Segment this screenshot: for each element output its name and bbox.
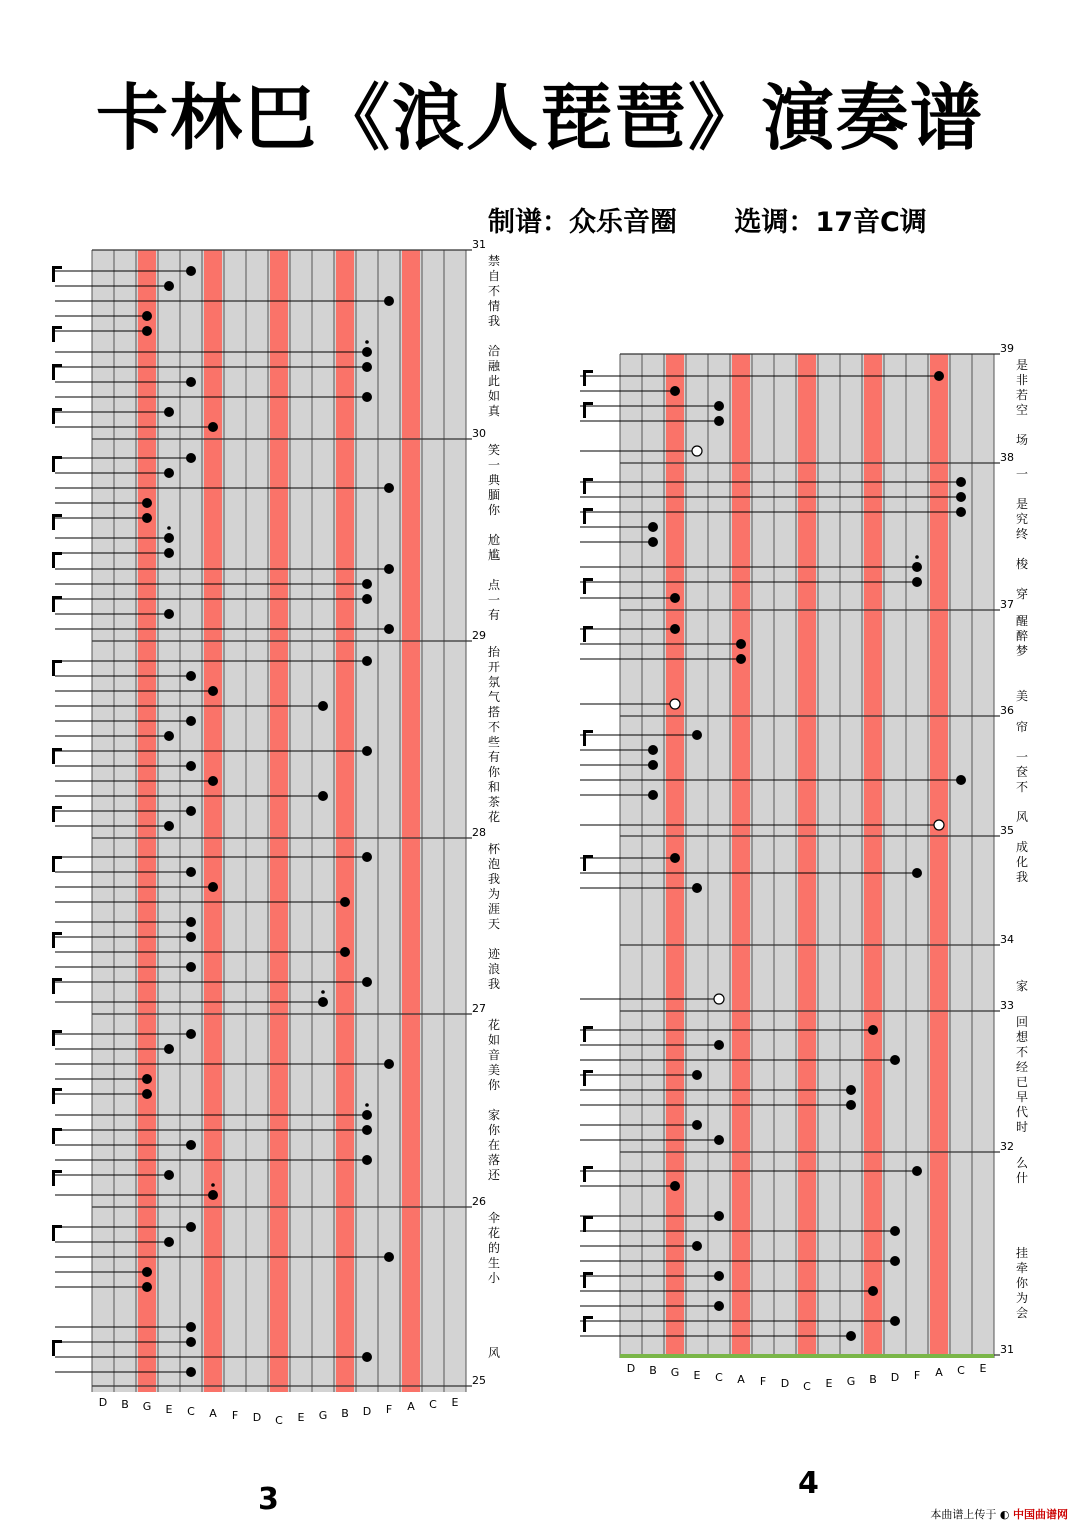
key-label: C: [715, 1370, 723, 1384]
lyric-char: 尴: [487, 548, 500, 562]
right-rhythm-flag: [583, 478, 593, 481]
measure-number: 35: [1000, 824, 1014, 837]
right-note: [956, 492, 966, 502]
lyric-char: 你: [487, 1123, 500, 1137]
lyric-char: 穿: [1015, 587, 1028, 601]
lyric-char: 如: [487, 389, 500, 403]
lyric-char: 醉: [1015, 629, 1028, 643]
page-number-right: 4: [798, 1466, 819, 1501]
lyric-char: 有: [487, 750, 500, 764]
lyric-char: 奁: [1015, 765, 1028, 779]
lyric-char: 情: [487, 299, 500, 313]
lyric-char: 杯: [487, 842, 500, 856]
measure-number: 30: [472, 427, 486, 440]
right-rhythm-flag: [583, 370, 593, 373]
lyric-char: 美: [487, 1063, 500, 1077]
lyric-char: 风: [1015, 810, 1028, 824]
lyric-char: 不: [1015, 780, 1028, 794]
lyric-char: 终: [1015, 527, 1028, 541]
lyric-char: 尬: [487, 533, 500, 547]
right-note: [956, 507, 966, 517]
key-label: F: [385, 1402, 393, 1416]
key-label: D: [780, 1377, 790, 1391]
key-label: C: [275, 1413, 283, 1427]
lyric-char: 在: [487, 1138, 500, 1152]
lyric-char: 如: [487, 1033, 500, 1047]
lyric-char: 梭: [1015, 557, 1028, 571]
right-rhythm-flag: [583, 626, 593, 629]
lyric-char: 真: [487, 404, 500, 418]
right-red-column: [930, 354, 948, 1358]
right-note: [956, 477, 966, 487]
right-note-open: [670, 699, 680, 709]
right-note: [868, 1025, 878, 1035]
lyric-char: 不: [1015, 1045, 1028, 1059]
lyric-char: 小: [487, 1271, 500, 1285]
key-label: G: [670, 1366, 680, 1380]
site-logo-icon: ◐: [999, 1508, 1010, 1521]
lyric-char: 还: [487, 1168, 500, 1182]
lyric-char: 些: [487, 735, 500, 749]
right-rhythm-flag: [583, 578, 593, 581]
lyric-char: 天: [487, 917, 500, 931]
lyric-char: 一: [1015, 750, 1028, 764]
right-note: [846, 1100, 856, 1110]
lyric-char: 腼: [487, 488, 500, 502]
right-rhythm-flag: [583, 1026, 593, 1029]
key-label: C: [803, 1379, 811, 1393]
right-note: [890, 1055, 900, 1065]
key-label: E: [825, 1377, 833, 1391]
footer-prefix: 本曲谱上传于: [930, 1508, 997, 1521]
right-rhythm-flag: [583, 1070, 593, 1073]
right-note: [890, 1256, 900, 1266]
lyric-char: 你: [487, 765, 500, 779]
lyric-char: 挂: [1015, 1246, 1028, 1260]
lyric-char: 不: [487, 284, 500, 298]
lyric-char: 帘: [1015, 720, 1028, 734]
lyric-char: 牵: [1015, 1261, 1028, 1275]
key-label: G: [318, 1409, 328, 1423]
lyric-char: 氛: [487, 675, 500, 689]
right-note: [670, 853, 680, 863]
page-number-left: 3: [258, 1482, 279, 1517]
key-label: D: [890, 1370, 900, 1384]
lyric-char: 和: [487, 780, 500, 794]
lyric-char: 迹: [487, 947, 500, 961]
lyric-char: 代: [1015, 1105, 1028, 1119]
lyric-char: 场: [1015, 433, 1028, 447]
lyric-char: 一: [487, 593, 500, 607]
lyric-char: 是: [1015, 358, 1028, 372]
right-note: [692, 1241, 702, 1251]
measure-number: 39: [1000, 342, 1014, 355]
right-red-column: [798, 354, 816, 1358]
lyric-char: 此: [487, 374, 500, 388]
right-rhythm-flag: [583, 508, 593, 511]
lyric-char: 生: [487, 1256, 500, 1270]
lyric-char: 泡: [487, 857, 500, 871]
right-note: [890, 1226, 900, 1236]
key-label: D: [98, 1396, 108, 1409]
right-red-column: [732, 354, 750, 1358]
measure-number: 31: [1000, 1343, 1014, 1356]
lyric-char: 回: [1015, 1015, 1028, 1029]
right-rhythm-flag: [583, 1166, 593, 1169]
key-label: F: [759, 1375, 767, 1389]
right-note-dot: [915, 555, 919, 559]
right-note: [692, 1070, 702, 1080]
arranger-label: 制谱：众乐音圈: [488, 207, 677, 238]
lyric-char: 抬: [487, 645, 500, 659]
key-label: E: [297, 1411, 305, 1425]
key-label: B: [121, 1398, 129, 1412]
measure-number: 32: [1000, 1140, 1014, 1153]
lyric-char: 为: [487, 887, 500, 901]
right-note: [912, 1166, 922, 1176]
right-note: [890, 1316, 900, 1326]
lyric-char: 花: [487, 1018, 500, 1032]
lyric-char: 经: [1015, 1060, 1028, 1074]
right-note: [912, 562, 922, 572]
right-note-open: [714, 994, 724, 1004]
right-note: [670, 593, 680, 603]
measure-number: 31: [472, 238, 486, 251]
lyric-char: 茶: [487, 795, 500, 809]
lyric-char: 涯: [487, 902, 500, 916]
lyric-char: 花: [487, 810, 500, 824]
lyric-char: 禁: [487, 254, 500, 268]
key-label: C: [187, 1404, 195, 1418]
lyric-char: 你: [1015, 1276, 1028, 1290]
key-label: B: [869, 1373, 877, 1386]
lyric-char: 究: [1015, 512, 1028, 526]
right-note: [648, 522, 658, 532]
key-label: F: [231, 1409, 239, 1423]
lyric-char: 美: [1015, 689, 1028, 703]
key-label: A: [407, 1400, 415, 1414]
key-label: D: [626, 1362, 636, 1375]
measure-number: 25: [472, 1374, 486, 1387]
right-note: [846, 1331, 856, 1341]
measure-number: 26: [472, 1195, 486, 1208]
key-label: E: [451, 1396, 459, 1409]
right-note: [648, 790, 658, 800]
lyric-char: 一: [487, 458, 500, 472]
key-label: G: [846, 1375, 856, 1389]
right-rhythm-flag: [583, 1216, 593, 1219]
right-note: [692, 883, 702, 893]
right-red-column: [864, 354, 882, 1358]
lyric-char: 你: [487, 503, 500, 517]
right-note: [956, 775, 966, 785]
key-label: D: [362, 1404, 372, 1418]
lyric-char: 洽: [487, 344, 500, 358]
right-note: [714, 1301, 724, 1311]
right-note: [714, 1040, 724, 1050]
lyric-char: 家: [1015, 979, 1028, 993]
lyric-char: 若: [1015, 388, 1028, 402]
lyric-char: 落: [487, 1153, 500, 1167]
right-note: [934, 371, 944, 381]
lyric-char: 我: [487, 872, 500, 886]
right-note: [648, 760, 658, 770]
lyric-char: 家: [487, 1108, 500, 1122]
key-label: B: [649, 1364, 657, 1378]
key-label: C: [429, 1398, 437, 1412]
lyric-char: 已: [1015, 1075, 1028, 1089]
lyric-char: 伞: [487, 1211, 500, 1225]
page-title: 卡林巴《浪人琵琶》演奏谱: [95, 76, 984, 160]
right-note: [670, 1181, 680, 1191]
lyric-char: 花: [487, 1226, 500, 1240]
measure-number: 37: [1000, 598, 1014, 611]
right-note: [912, 868, 922, 878]
lyric-char: 想: [1015, 1030, 1028, 1044]
right-note: [714, 1135, 724, 1145]
lyric-char: 点: [487, 578, 500, 592]
right-note: [670, 386, 680, 396]
right-note: [714, 416, 724, 426]
lyric-char: 笑: [487, 443, 500, 457]
lyric-char: 时: [1015, 1120, 1028, 1134]
footer-site: 中国曲谱网: [1013, 1508, 1068, 1521]
right-note: [846, 1085, 856, 1095]
lyric-char: 的: [487, 1241, 500, 1255]
lyric-char: 我: [487, 977, 500, 991]
lyric-char: 有: [487, 608, 500, 622]
lyric-char: 不: [487, 720, 500, 734]
lyric-char: 开: [487, 660, 500, 674]
right-note-open: [934, 820, 944, 830]
lyric-char: 是: [1015, 497, 1028, 511]
lyric-char: 音: [487, 1048, 500, 1062]
right-rhythm-flag: [583, 1316, 593, 1319]
key-label: D: [252, 1411, 262, 1425]
lyric-char: 搭: [487, 705, 500, 719]
right-note: [912, 577, 922, 587]
key-label: A: [935, 1366, 943, 1380]
lyric-char: 自: [487, 269, 500, 283]
measure-number: 36: [1000, 704, 1014, 717]
right-note: [648, 745, 658, 755]
key-label: E: [979, 1362, 987, 1375]
lyric-char: 你: [487, 1078, 500, 1092]
right-rhythm-flag: [583, 855, 593, 858]
right-note: [670, 624, 680, 634]
lyric-char: 空: [1015, 403, 1028, 417]
measure-number: 28: [472, 826, 486, 839]
lyric-char: 么: [1015, 1156, 1028, 1170]
measure-number: 34: [1000, 933, 1014, 946]
lyric-char: 成: [1015, 840, 1028, 854]
lyric-char: 典: [487, 473, 500, 487]
lyric-char: 早: [1015, 1090, 1028, 1104]
lyric-char: 一: [1015, 467, 1028, 481]
right-rhythm-flag: [583, 1272, 593, 1275]
lyric-char: 梦: [1015, 644, 1028, 658]
key-label: F: [913, 1368, 921, 1382]
right-note: [736, 654, 746, 664]
right-base-highlight: [620, 1354, 994, 1358]
footer: [930, 1506, 1068, 1522]
key-label: C: [957, 1364, 965, 1378]
lyric-char: 醒: [1015, 614, 1028, 628]
lyric-char: 会: [1015, 1306, 1028, 1320]
right-note: [736, 639, 746, 649]
measure-number: 27: [472, 1002, 486, 1015]
right-note: [714, 1211, 724, 1221]
lyric-char: 我: [1015, 870, 1028, 884]
key-label: E: [165, 1402, 173, 1416]
key-label: A: [209, 1407, 217, 1420]
key-label: E: [693, 1368, 701, 1382]
measure-number: 29: [472, 629, 486, 642]
lyric-char: 我: [487, 314, 500, 328]
lyric-char: 风: [487, 1346, 500, 1360]
lyric-char: 浪: [487, 962, 500, 976]
right-note: [868, 1286, 878, 1296]
right-rhythm-flag: [583, 402, 593, 405]
lyric-char: 为: [1015, 1291, 1028, 1305]
right-note-open: [692, 446, 702, 456]
measure-number: 33: [1000, 999, 1014, 1012]
right-note: [692, 1120, 702, 1130]
lyric-char: 融: [487, 359, 500, 373]
right-note: [714, 401, 724, 411]
right-note: [714, 1271, 724, 1281]
lyric-char: 化: [1015, 855, 1028, 869]
key-label: B: [341, 1407, 349, 1420]
key-label: 选调：17音C调: [734, 207, 927, 238]
key-label: G: [142, 1400, 152, 1414]
right-note: [692, 730, 702, 740]
lyric-char: 什: [1015, 1171, 1028, 1185]
measure-number: 38: [1000, 451, 1014, 464]
right-note: [648, 537, 658, 547]
lyric-char: 气: [487, 690, 500, 704]
lyric-char: 非: [1015, 373, 1028, 387]
right-rhythm-flag: [583, 730, 593, 733]
key-label: A: [737, 1373, 745, 1386]
